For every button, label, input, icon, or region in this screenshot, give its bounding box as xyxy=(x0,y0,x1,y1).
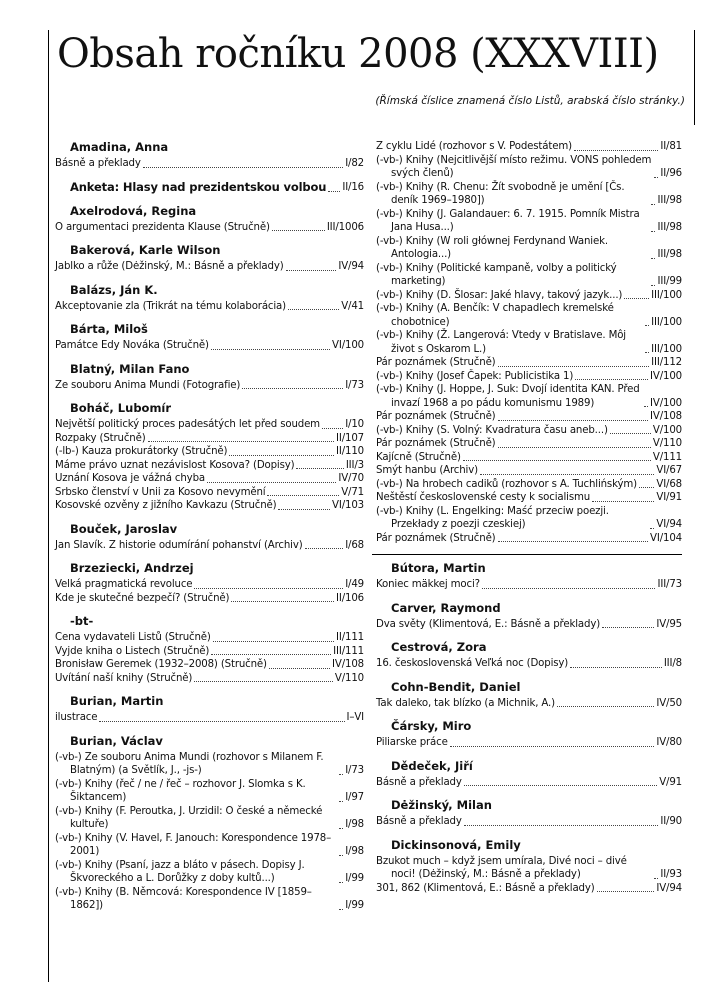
leader-dots xyxy=(463,460,651,461)
leader-dots xyxy=(498,366,650,367)
entry-title: (-vb-) Knihy (Ž. Langerová: Vtedy v Bratislave. Môj život s Oskarom L.) xyxy=(376,330,626,355)
author-section xyxy=(376,680,682,711)
entry-reference: I/68 xyxy=(345,539,364,551)
leader-dots xyxy=(464,785,657,786)
index-entry xyxy=(376,491,682,505)
index-entry xyxy=(376,424,682,438)
entry-title: Básně a překlady xyxy=(376,816,462,827)
entry-title: (-vb-) Knihy (Nejcitlivější místo režimu. VONS pohledem svých členů) xyxy=(376,154,652,179)
index-entry xyxy=(55,300,364,314)
entry-reference: IV/95 xyxy=(656,618,682,630)
author-name: Cestrová, Zora xyxy=(391,640,487,654)
left-rule xyxy=(48,30,49,982)
leader-dots xyxy=(231,601,334,602)
entry-reference: II/90 xyxy=(660,816,682,827)
entry-reference: I/73 xyxy=(345,379,364,391)
author-section xyxy=(55,362,364,393)
leader-dots xyxy=(602,627,654,628)
index-entry xyxy=(376,154,682,181)
index-entry xyxy=(376,262,682,289)
leader-dots xyxy=(194,681,333,682)
leader-dots xyxy=(450,746,655,747)
entry-title: Pár poznámek (Stručně) xyxy=(376,438,496,449)
leader-dots xyxy=(482,588,656,589)
leader-dots xyxy=(650,528,654,529)
entry-reference: I/98 xyxy=(345,819,364,830)
index-entry xyxy=(376,697,682,711)
entry-title: Dva světy (Klimentová, E.: Básně a překlady) xyxy=(376,618,601,630)
leader-dots xyxy=(339,774,343,775)
index-entry xyxy=(376,235,682,262)
entry-title: Největší politický proces padesátých let před soudem xyxy=(55,419,320,430)
entry-reference: VI/91 xyxy=(656,492,682,503)
entry-title: Pár poznámek (Stručně) xyxy=(376,532,496,544)
entry-reference: II/106 xyxy=(336,592,364,604)
entry-reference: III/98 xyxy=(657,195,682,206)
index-entry xyxy=(376,329,682,356)
leader-dots xyxy=(651,285,655,286)
author-section xyxy=(55,140,364,171)
index-entry xyxy=(376,882,682,896)
entry-title: Velká pragmatická revoluce xyxy=(55,579,193,590)
author-name: Axelrodová, Regina xyxy=(70,203,197,218)
entry-reference: III/73 xyxy=(657,579,682,590)
page-title: Obsah ročníku 2008 (XXXVIII) xyxy=(57,31,659,77)
index-entry xyxy=(376,815,682,829)
author-name: Balázs, Ján K. xyxy=(70,282,158,297)
entry-title: (-vb-) Knihy (Psaní, jazz a bláto v pásech. Dopisy J. Škvoreckého a L. Dorůžky z doby kultů...) xyxy=(55,859,305,884)
author-section xyxy=(55,204,364,235)
author-section xyxy=(376,640,682,671)
author-name: Carver, Raymond xyxy=(391,600,501,615)
leader-dots xyxy=(269,668,330,669)
entry-title: Srbsko členství v Unii za Kosovo nevymění xyxy=(55,486,266,498)
entry-reference: III/3 xyxy=(345,459,364,471)
index-entry xyxy=(55,459,364,473)
entry-reference: III/1006 xyxy=(326,221,364,233)
author-name: Dėžinský, Milan xyxy=(391,798,492,812)
index-entry xyxy=(55,832,364,859)
leader-dots xyxy=(645,352,649,353)
entry-title: Uznání Kosova je vážná chyba xyxy=(55,473,205,484)
entry-reference: IV/50 xyxy=(656,697,682,709)
entry-reference: VI/103 xyxy=(332,500,364,511)
entry-title: ilustrace xyxy=(55,712,98,723)
entry-reference: V/71 xyxy=(341,486,364,498)
author-name: -bt- xyxy=(70,614,94,628)
author-section xyxy=(376,140,682,545)
author-section xyxy=(376,759,682,790)
index-entry xyxy=(55,379,364,393)
entry-title: Ze souboru Anima Mundi (Fotografie) xyxy=(55,379,241,391)
author-name: Anketa: Hlasy nad prezidentskou volbou xyxy=(70,179,327,194)
leader-dots xyxy=(213,641,334,642)
entry-title: (-vb-) Knihy (S. Volný: Kvadratura času aneb...) xyxy=(376,424,608,436)
entry-reference: V/110 xyxy=(652,438,682,449)
entry-reference: I/82 xyxy=(345,158,364,169)
entry-reference: III/100 xyxy=(651,343,682,355)
entry-reference: IV/94 xyxy=(656,882,682,894)
leader-dots xyxy=(651,258,655,259)
entry-reference: I/99 xyxy=(345,900,364,911)
right-rule xyxy=(694,30,695,125)
author-name: Burian, Martin xyxy=(70,694,164,708)
entry-reference: III/100 xyxy=(651,316,682,328)
index-entry xyxy=(55,805,364,832)
entry-reference: I/10 xyxy=(345,419,364,430)
author-name: Brzeziecki, Andrzej xyxy=(70,561,194,575)
section-divider xyxy=(372,554,682,555)
leader-dots xyxy=(610,433,651,434)
entry-title: Básně a překlady xyxy=(55,158,141,169)
entry-reference: I/49 xyxy=(345,579,364,590)
index-entry xyxy=(376,578,682,592)
entry-title: (-vb-) Knihy (J. Hoppe, J. Suk: Dvojí identita KAN. Před invazí 1968 a po pádu komunismu 1989) xyxy=(376,384,640,409)
author-section xyxy=(55,734,364,913)
entry-title: (-vb-) Knihy (V. Havel, F. Janouch: Korespondence 1978–2001) xyxy=(55,832,332,857)
index-entry xyxy=(55,859,364,886)
entry-title: Uvítání naší knihy (Stručně) xyxy=(55,672,193,684)
entry-title: Vyjde kniha o Listech (Stručně) xyxy=(55,645,210,657)
entry-reference: III/99 xyxy=(657,276,682,287)
index-entry xyxy=(376,181,682,208)
leader-dots xyxy=(322,428,343,429)
index-entry xyxy=(376,437,682,451)
leader-dots xyxy=(498,541,649,542)
entry-title: 16. československá Veľká noc (Dopisy) xyxy=(376,658,569,669)
leader-dots xyxy=(211,654,331,655)
entry-reference: IV/108 xyxy=(650,411,682,422)
author-section xyxy=(55,522,364,553)
index-entry xyxy=(55,711,364,725)
author-name: Bouček, Jaroslav xyxy=(70,521,178,536)
leader-dots xyxy=(645,325,649,326)
entry-title: (-vb-) Knihy (B. Němcová: Korespondence IV [1859–1862]) xyxy=(55,886,312,911)
entry-title: Básně a překlady xyxy=(376,776,462,788)
leader-dots xyxy=(339,828,343,829)
entry-title: Z cyklu Lidé (rozhovor s V. Podestátem) xyxy=(376,141,572,152)
index-entry xyxy=(55,339,364,353)
leader-dots xyxy=(242,388,343,389)
entry-title: Cena vydavateli Listů (Stručně) xyxy=(55,632,211,643)
entry-title: (-vb-) Ze souboru Anima Mundi (rozhovor s Milanem F. Blatným) (a Světlík, J., -js-) xyxy=(55,751,324,776)
leader-dots xyxy=(288,309,339,310)
entry-reference: V/41 xyxy=(341,300,364,312)
index-entry xyxy=(376,736,682,750)
entry-title: Koniec mäkkej moci? xyxy=(376,579,480,590)
leader-dots xyxy=(597,891,655,892)
index-entry xyxy=(55,472,364,486)
entry-title: (-vb-) Knihy (Politické kampaně, volby a politický marketing) xyxy=(376,262,617,287)
entry-title: Máme právo uznat nezávislost Kosova? (Dopisy) xyxy=(55,459,295,471)
entry-title: Rozpaky (Stručně) xyxy=(55,432,146,444)
entry-reference: II/16 xyxy=(342,181,364,193)
entry-title: Neštěstí československé cesty k socialismu xyxy=(376,492,591,503)
leader-dots xyxy=(99,721,344,722)
entry-reference: V/110 xyxy=(334,672,364,684)
page-subtitle: (Římská číslice znamená číslo Listů, arabská číslo stránky.) xyxy=(375,95,685,107)
entry-reference: II/111 xyxy=(336,632,364,643)
author-name: Blatný, Milan Fano xyxy=(70,361,190,376)
index-column-left xyxy=(55,140,364,922)
entry-title: 301, 862 (Klimentová, E.: Básně a překlady) xyxy=(376,882,595,894)
leader-dots xyxy=(639,487,654,488)
entry-title: (-vb-) Knihy (A. Benčík: V chapadlech kremelské chobotnice) xyxy=(376,303,614,328)
entry-title: Kajícně (Stručně) xyxy=(376,451,461,463)
index-entry xyxy=(376,532,682,546)
entry-reference: II/110 xyxy=(336,446,364,457)
author-section xyxy=(376,719,682,750)
leader-dots xyxy=(654,177,658,178)
index-entry xyxy=(55,157,364,171)
entry-title: (-lb-) Kauza prokurátorky (Stručně) xyxy=(55,446,228,457)
leader-dots xyxy=(575,379,648,380)
entry-title: (-vb-) Knihy (L. Engelking: Maść przeciw poezji. Przekłady z poezji czeskiej) xyxy=(376,505,609,530)
author-name: Bárta, Miloš xyxy=(70,322,148,336)
entry-reference: V/91 xyxy=(659,776,682,788)
index-entry xyxy=(376,289,682,303)
entry-reference: III/98 xyxy=(657,249,682,260)
index-entry xyxy=(55,658,364,672)
index-entry xyxy=(55,499,364,513)
entry-reference: III/98 xyxy=(657,222,682,233)
index-entry xyxy=(55,445,364,459)
entry-reference: I–VI xyxy=(346,712,364,723)
leader-dots xyxy=(278,509,330,510)
index-entry xyxy=(376,370,682,384)
entry-reference: II/107 xyxy=(336,432,364,444)
leader-dots xyxy=(592,501,654,502)
author-section xyxy=(376,798,682,829)
entry-title: (-vb-) Knihy (Josef Čapek: Publicistika 1) xyxy=(376,370,574,382)
leader-dots xyxy=(272,230,325,231)
index-entry xyxy=(55,260,364,274)
author-section xyxy=(55,180,364,195)
entry-title: Kde je skutečné bezpečí? (Stručně) xyxy=(55,592,230,604)
author-section xyxy=(55,243,364,274)
index-entry xyxy=(55,221,364,235)
leader-dots xyxy=(498,447,651,448)
entry-reference: V/100 xyxy=(652,424,682,436)
leader-dots xyxy=(651,204,655,205)
index-entry xyxy=(55,539,364,553)
entry-reference: V/111 xyxy=(652,451,682,463)
index-entry xyxy=(376,855,682,882)
entry-reference: IV/94 xyxy=(338,261,364,272)
entry-reference: I/97 xyxy=(345,792,364,803)
author-section xyxy=(55,401,364,513)
leader-dots xyxy=(557,706,654,707)
leader-dots xyxy=(498,420,649,421)
index-entry xyxy=(55,486,364,500)
index-entry xyxy=(376,140,682,154)
entry-reference: IV/108 xyxy=(332,659,364,670)
index-entry xyxy=(376,383,682,410)
entry-reference: I/99 xyxy=(345,873,364,884)
entry-reference: I/98 xyxy=(345,846,364,857)
author-section xyxy=(376,838,682,896)
index-entry xyxy=(376,410,682,424)
index-entry xyxy=(55,751,364,778)
author-section xyxy=(55,614,364,685)
leader-dots xyxy=(148,441,334,442)
index-entry xyxy=(376,478,682,492)
entry-reference: VI/67 xyxy=(656,465,682,476)
leader-dots xyxy=(464,825,659,826)
entry-title: Smýt hanbu (Archiv) xyxy=(376,465,478,476)
leader-dots xyxy=(624,298,649,299)
author-name: Dickinsonová, Emily xyxy=(391,837,521,852)
index-entry xyxy=(55,886,364,913)
index-entry xyxy=(376,618,682,632)
leader-dots xyxy=(339,882,343,883)
entry-reference: II/81 xyxy=(660,141,682,152)
leader-dots xyxy=(194,588,343,589)
entry-reference: VI/94 xyxy=(656,519,682,530)
author-section xyxy=(55,694,364,725)
index-entry xyxy=(376,451,682,465)
entry-reference: III/8 xyxy=(663,658,682,669)
author-name: Burian, Václav xyxy=(70,733,163,748)
index-column-right xyxy=(376,140,682,904)
entry-title: Památce Edy Nováka (Stručně) xyxy=(55,340,209,351)
entry-reference: I/73 xyxy=(345,765,364,776)
entry-reference: IV/70 xyxy=(338,473,364,484)
leader-dots xyxy=(267,495,339,496)
entry-title: Jan Slavík. Z historie odumírání pohanství (Archiv) xyxy=(55,539,303,551)
leader-dots xyxy=(644,406,648,407)
index-entry xyxy=(376,356,682,370)
author-name: Cohn-Bendit, Daniel xyxy=(391,679,521,694)
entry-title: Akceptovanie zla (Trikrát na tému kolaborácia) xyxy=(55,300,286,312)
leader-dots xyxy=(305,548,344,549)
entry-reference: III/111 xyxy=(333,645,364,657)
author-name: Dědeček, Jiří xyxy=(391,758,473,773)
leader-dots xyxy=(654,878,658,879)
author-section xyxy=(55,283,364,314)
author-entry xyxy=(55,180,364,195)
entry-title: (-vb-) Knihy (W roli głównej Ferdynand Waniek. Antologia...) xyxy=(376,235,608,260)
index-entry xyxy=(376,776,682,790)
entry-title: Kosovské ozvěny z jižního Kavkazu (Stručně) xyxy=(55,500,277,511)
index-entry xyxy=(55,432,364,446)
leader-dots xyxy=(207,482,336,483)
entry-title: (-vb-) Knihy (R. Chenu: Žít svobodně je umění [Čs. deník 1969–1980]) xyxy=(376,181,625,206)
author-name: Bakerová, Karle Wilson xyxy=(70,243,221,257)
entry-title: Bronisław Geremek (1932–2008) (Stručně) xyxy=(55,659,267,670)
leader-dots xyxy=(574,150,658,151)
author-section xyxy=(55,322,364,353)
index-entry xyxy=(55,672,364,686)
index-entry xyxy=(55,592,364,606)
author-section xyxy=(376,601,682,632)
index-entry xyxy=(55,778,364,805)
entry-reference: IV/80 xyxy=(656,737,682,748)
entry-reference: II/93 xyxy=(660,869,682,880)
leader-dots xyxy=(339,909,343,910)
entry-title: Bzukot much – když jsem umírala, Divé noci – divé noci! (Dėžinský, M.: Básně a překlady) xyxy=(376,855,627,880)
entry-title: (-vb-) Knihy (J. Galandauer: 6. 7. 1915. Pomník Mistra Jana Husa...) xyxy=(376,208,640,233)
leader-dots xyxy=(570,667,662,668)
entry-title: Tak daleko, tak blízko (a Michnik, A.) xyxy=(376,697,555,709)
leader-dots xyxy=(296,468,343,469)
entry-reference: VI/104 xyxy=(650,532,682,544)
entry-title: (-vb-) Knihy (F. Peroutka, J. Urzidil: O české a německé kultuře) xyxy=(55,805,323,830)
entry-reference: IV/100 xyxy=(650,370,682,382)
leader-dots xyxy=(480,474,654,475)
author-name: Čársky, Miro xyxy=(391,719,472,733)
author-name: Bútora, Martin xyxy=(391,561,486,575)
entry-reference: III/100 xyxy=(651,289,682,301)
entry-title: Pár poznámek (Stručně) xyxy=(376,357,496,368)
entry-title: (-vb-) Knihy (D. Šlosar: Jaké hlavy, takový jazyk...) xyxy=(376,289,623,301)
leader-dots xyxy=(339,801,343,802)
entry-title: (-vb-) Na hrobech cadiků (rozhovor s A. Tuchlińským) xyxy=(376,478,637,490)
entry-reference: VI/100 xyxy=(332,340,364,351)
index-entry xyxy=(55,578,364,592)
author-name: Amadina, Anna xyxy=(70,140,169,154)
index-entry xyxy=(376,505,682,532)
index-entry xyxy=(376,657,682,671)
entry-title: Piliarske práce xyxy=(376,737,448,748)
entry-title: Jablko a růže (Dėžinský, M.: Básně a překlady) xyxy=(55,261,284,272)
author-section xyxy=(55,561,364,605)
leader-dots xyxy=(328,191,340,192)
index-entry xyxy=(55,645,364,659)
entry-reference: III/112 xyxy=(651,357,682,368)
entry-title: Pár poznámek (Stručně) xyxy=(376,411,496,422)
leader-dots xyxy=(339,855,343,856)
leader-dots xyxy=(651,231,655,232)
entry-reference: IV/100 xyxy=(650,397,682,409)
leader-dots xyxy=(211,349,330,350)
leader-dots xyxy=(286,270,337,271)
entry-title: (-vb-) Knihy (řeč / ne / řeč – rozhovor J. Slomka s K. Šiktancem) xyxy=(55,778,306,803)
author-section xyxy=(376,561,682,592)
leader-dots xyxy=(143,167,343,168)
leader-dots xyxy=(229,455,334,456)
index-entry xyxy=(376,208,682,235)
entry-reference: II/96 xyxy=(660,168,682,179)
author-name: Boháč, Lubomír xyxy=(70,401,172,415)
index-entry xyxy=(376,302,682,329)
index-entry xyxy=(55,631,364,645)
entry-title: O argumentaci prezidenta Klause (Stručně) xyxy=(55,221,270,233)
entry-reference: VI/68 xyxy=(656,478,682,490)
index-entry xyxy=(376,464,682,478)
index-entry xyxy=(55,418,364,432)
